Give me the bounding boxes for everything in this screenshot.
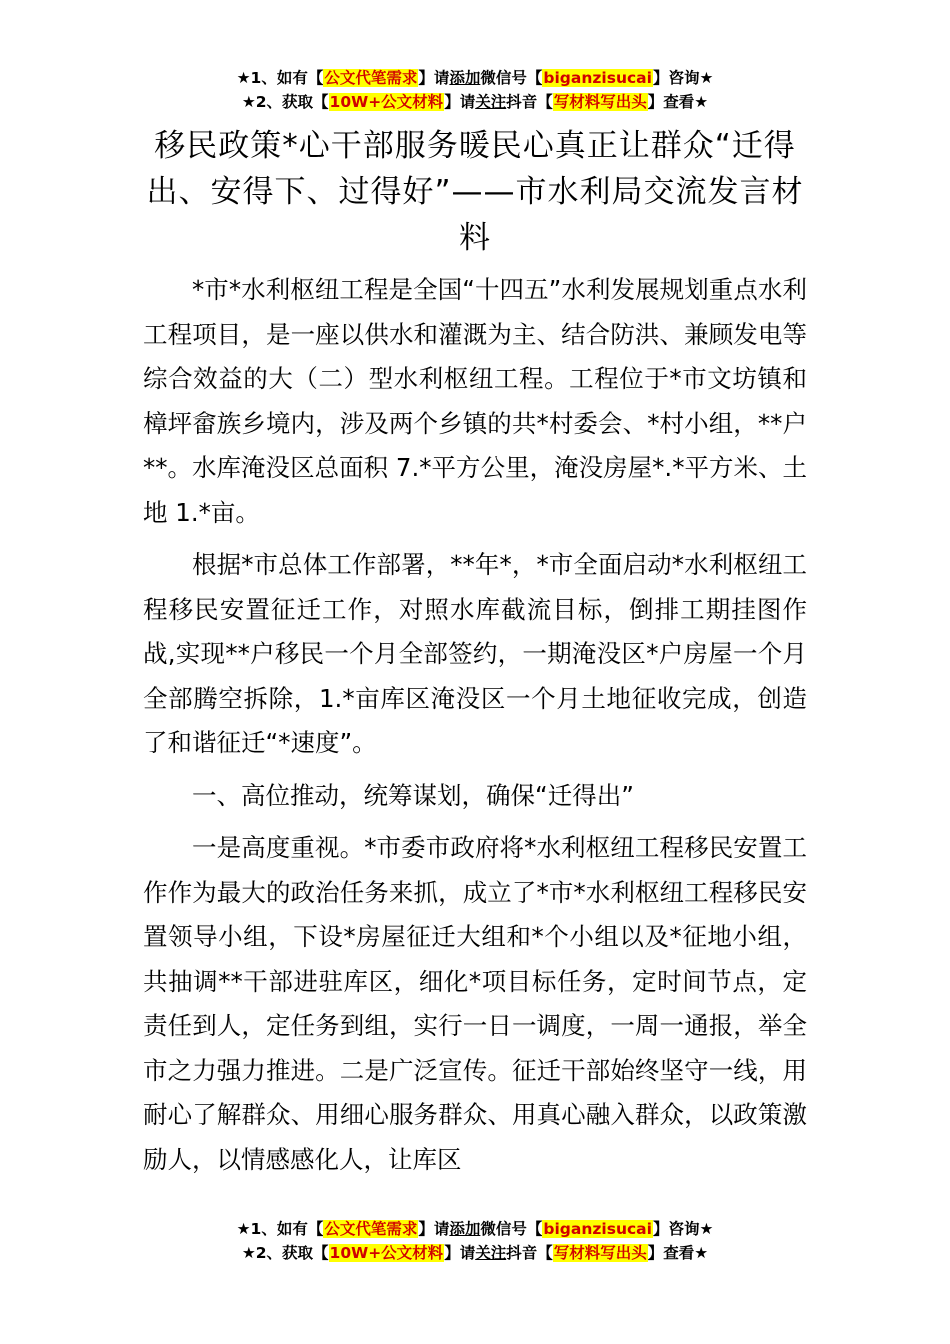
ad-underlined-text: 关注 — [475, 1244, 507, 1262]
ad-line-2 — [0, 90, 950, 114]
ad-text: 】咨询★ — [652, 1220, 714, 1238]
ad-line-1 — [0, 1217, 950, 1241]
ad-banner-top — [0, 66, 950, 114]
ad-highlight: 写材料写出头 — [553, 1244, 647, 1262]
ad-text: 】查看★ — [647, 1244, 709, 1262]
ad-text: 微信号【 — [480, 1220, 543, 1238]
document-body — [143, 268, 807, 1190]
ad-text: 】请 — [418, 1220, 450, 1238]
ad-highlight: 写材料写出头 — [553, 93, 647, 111]
ad-highlight: 10W+公文材料 — [329, 1244, 444, 1262]
ad-text: ★1、如有【 — [236, 1220, 324, 1238]
ad-text: 】请 — [418, 69, 450, 87]
ad-text: ★2、获取【 — [241, 93, 329, 111]
paragraph: 根据*市总体工作部署，**年*，*市全面启动*水利枢纽工程移民安置征迁工作，对照水库截流目标，倒排工期挂图作战,实现**户移民一个月全部签约，一期淹没区*户房屋一个月全部腾空拆除，1.*亩库区淹没区一个月土地征收完成，创造了和谐征迁“*速度”。 — [143, 550, 807, 757]
ad-banner-bottom — [0, 1217, 950, 1265]
ad-line-1 — [0, 66, 950, 90]
section-heading: 一、高位推动，统筹谋划，确保“迁得出” — [192, 780, 634, 810]
ad-highlight: 公文代笔需求 — [324, 69, 418, 87]
ad-text: 】咨询★ — [652, 69, 714, 87]
ad-highlight: biganzisucai — [543, 1220, 652, 1238]
ad-highlight: 10W+公文材料 — [329, 93, 444, 111]
ad-text: 抖音【 — [506, 1244, 553, 1262]
ad-text: ★2、获取【 — [241, 1244, 329, 1262]
ad-text: 微信号【 — [480, 69, 543, 87]
ad-text: 】请 — [444, 1244, 476, 1262]
ad-underlined-text: 添加 — [449, 69, 481, 87]
ad-line-2 — [0, 1241, 950, 1265]
paragraph: 一是高度重视。*市委市政府将*水利枢纽工程移民安置工作作为最大的政治任务来抓，成立了*市*水利枢纽工程移民安置领导小组，下设*房屋征迁大组和*个小组以及*征地小组，共抽调**干部进驻库区，细化*项目标任务，定时间节点，定责任到人，定任务到组，实行一日一调度，一周一通报，举全市之力强力推进。二是广泛宣传。征迁干部始终坚守一线，用耐心了解群众、用细心服务群众、用真心融入群众，以政策激励人，以情感感化人，让库区 — [143, 833, 807, 1174]
ad-highlight: biganzisucai — [543, 69, 652, 87]
ad-text: 抖音【 — [506, 93, 553, 111]
ad-highlight: 公文代笔需求 — [324, 1220, 418, 1238]
paragraph: *市*水利枢纽工程是全国“十四五”水利发展规划重点水利工程项目，是一座以供水和灌溉为主、结合防洪、兼顾发电等综合效益的大（二）型水利枢纽工程。工程位于*市文坊镇和樟坪畲族乡境内，涉及两个乡镇的共*村委会、*村小组，**户**。水库淹没区总面积 7.*平方公里，淹没房屋*.*平方米、土地 1.*亩。 — [143, 275, 807, 527]
ad-underlined-text: 添加 — [449, 1220, 481, 1238]
document-title: 移民政策*心干部服务暖民心真正让群众“迁得出、安得下、过得好”——市水利局交流发言材料 — [146, 128, 804, 256]
ad-text: ★1、如有【 — [236, 69, 324, 87]
ad-text: 】请 — [444, 93, 476, 111]
ad-text: 】查看★ — [647, 93, 709, 111]
ad-underlined-text: 关注 — [475, 93, 507, 111]
